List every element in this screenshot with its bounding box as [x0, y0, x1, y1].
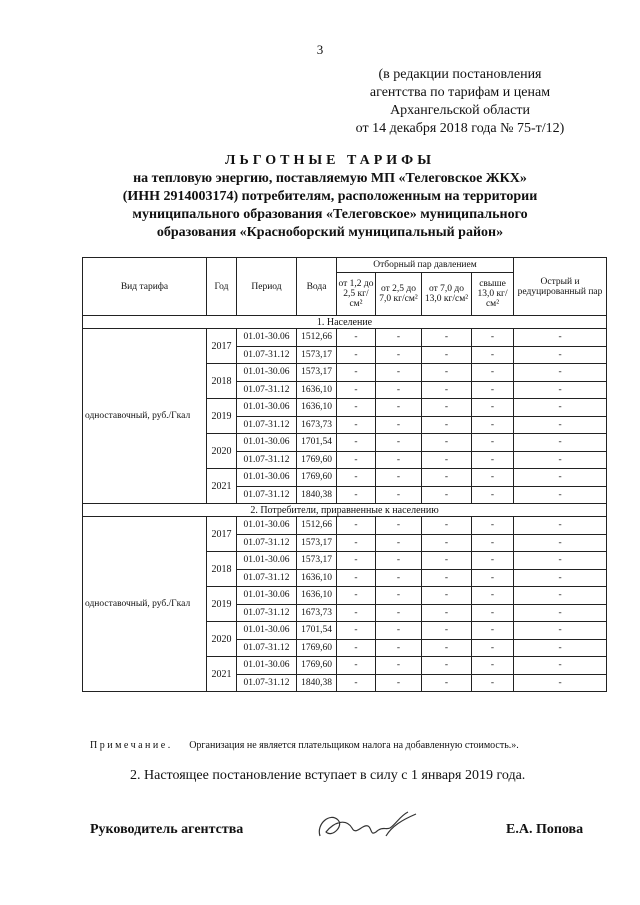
period-cell: 01.07-31.12 — [237, 451, 297, 469]
empty-tariff-cell: - — [376, 552, 422, 570]
empty-tariff-cell: - — [472, 469, 514, 487]
empty-tariff-cell: - — [376, 399, 422, 417]
empty-tariff-cell: - — [337, 434, 376, 452]
empty-tariff-cell: - — [514, 329, 607, 347]
period-cell: 01.01-30.06 — [237, 469, 297, 487]
empty-tariff-cell: - — [337, 399, 376, 417]
empty-tariff-cell: - — [422, 534, 472, 552]
empty-tariff-cell: - — [376, 534, 422, 552]
water-tariff-cell: 1512,66 — [297, 517, 337, 535]
period-cell: 01.07-31.12 — [237, 534, 297, 552]
water-tariff-cell: 1636,10 — [297, 381, 337, 399]
water-tariff-cell: 1840,38 — [297, 486, 337, 504]
edition-line: от 14 декабря 2018 года № 75-т/12) — [355, 121, 565, 136]
year-cell: 2017 — [207, 517, 237, 552]
period-cell: 01.01-30.06 — [237, 434, 297, 452]
empty-tariff-cell: - — [376, 469, 422, 487]
empty-tariff-cell: - — [337, 534, 376, 552]
handwritten-signature — [312, 806, 422, 846]
empty-tariff-cell: - — [376, 416, 422, 434]
empty-tariff-cell: - — [376, 364, 422, 382]
empty-tariff-cell: - — [472, 329, 514, 347]
period-cell: 01.07-31.12 — [237, 569, 297, 587]
empty-tariff-cell: - — [514, 657, 607, 675]
page-number: 3 — [316, 42, 324, 57]
empty-tariff-cell: - — [514, 469, 607, 487]
water-tariff-cell: 1573,17 — [297, 364, 337, 382]
period-cell: 01.07-31.12 — [237, 416, 297, 434]
header-steam-2: от 2,5 до 7,0 кг/см² — [376, 273, 422, 316]
empty-tariff-cell: - — [422, 517, 472, 535]
tariff-kind-cell: одноставочный, руб./Гкал — [83, 329, 207, 504]
empty-tariff-cell: - — [514, 416, 607, 434]
empty-tariff-cell: - — [514, 534, 607, 552]
empty-tariff-cell: - — [376, 657, 422, 675]
period-cell: 01.01-30.06 — [237, 657, 297, 675]
empty-tariff-cell: - — [337, 552, 376, 570]
empty-tariff-cell: - — [422, 381, 472, 399]
empty-tariff-cell: - — [472, 569, 514, 587]
empty-tariff-cell: - — [337, 517, 376, 535]
water-tariff-cell: 1769,60 — [297, 469, 337, 487]
header-kind: Вид тарифа — [83, 258, 207, 316]
empty-tariff-cell: - — [376, 604, 422, 622]
empty-tariff-cell: - — [514, 587, 607, 605]
empty-tariff-cell: - — [422, 639, 472, 657]
note-text: Организация не является плательщиком налога на добавленную стоимость.». — [189, 740, 519, 751]
water-tariff-cell: 1573,17 — [297, 552, 337, 570]
empty-tariff-cell: - — [472, 364, 514, 382]
empty-tariff-cell: - — [472, 416, 514, 434]
empty-tariff-cell: - — [337, 364, 376, 382]
period-cell: 01.07-31.12 — [237, 486, 297, 504]
period-cell: 01.01-30.06 — [237, 364, 297, 382]
empty-tariff-cell: - — [514, 434, 607, 452]
empty-tariff-cell: - — [337, 451, 376, 469]
empty-tariff-cell: - — [376, 569, 422, 587]
tariff-table — [82, 257, 607, 692]
empty-tariff-cell: - — [337, 346, 376, 364]
section-title: 2. Потребители, приравненные к населению — [83, 504, 607, 517]
empty-tariff-cell: - — [472, 434, 514, 452]
empty-tariff-cell: - — [376, 674, 422, 692]
period-cell: 01.07-31.12 — [237, 674, 297, 692]
water-tariff-cell: 1769,60 — [297, 657, 337, 675]
empty-tariff-cell: - — [337, 486, 376, 504]
water-tariff-cell: 1840,38 — [297, 674, 337, 692]
period-cell: 01.01-30.06 — [237, 399, 297, 417]
empty-tariff-cell: - — [514, 346, 607, 364]
water-tariff-cell: 1769,60 — [297, 451, 337, 469]
empty-tariff-cell: - — [472, 657, 514, 675]
empty-tariff-cell: - — [422, 469, 472, 487]
title-heading: ЛЬГОТНЫЕ ТАРИФЫ — [225, 153, 435, 168]
year-cell: 2021 — [207, 469, 237, 504]
year-cell: 2018 — [207, 552, 237, 587]
empty-tariff-cell: - — [472, 604, 514, 622]
title-line: образования «Красноборский муниципальный район» — [156, 225, 504, 240]
empty-tariff-cell: - — [472, 486, 514, 504]
period-cell: 01.07-31.12 — [237, 346, 297, 364]
year-cell: 2021 — [207, 657, 237, 692]
water-tariff-cell: 1512,66 — [297, 329, 337, 347]
empty-tariff-cell: - — [422, 346, 472, 364]
empty-tariff-cell: - — [422, 416, 472, 434]
empty-tariff-cell: - — [472, 622, 514, 640]
empty-tariff-cell: - — [337, 469, 376, 487]
header-water: Вода — [297, 258, 337, 316]
empty-tariff-cell: - — [422, 657, 472, 675]
empty-tariff-cell: - — [514, 381, 607, 399]
empty-tariff-cell: - — [376, 329, 422, 347]
empty-tariff-cell: - — [422, 399, 472, 417]
year-cell: 2020 — [207, 434, 237, 469]
water-tariff-cell: 1701,54 — [297, 622, 337, 640]
water-tariff-cell: 1573,17 — [297, 346, 337, 364]
section-row — [83, 504, 607, 517]
empty-tariff-cell: - — [376, 486, 422, 504]
empty-tariff-cell: - — [376, 639, 422, 657]
header-period: Период — [237, 258, 297, 316]
edition-line: (в редакции постановления — [378, 67, 542, 82]
empty-tariff-cell: - — [376, 346, 422, 364]
empty-tariff-cell: - — [422, 329, 472, 347]
year-cell: 2019 — [207, 587, 237, 622]
period-cell: 01.07-31.12 — [237, 639, 297, 657]
header-year: Год — [207, 258, 237, 316]
empty-tariff-cell: - — [472, 517, 514, 535]
period-cell: 01.01-30.06 — [237, 587, 297, 605]
empty-tariff-cell: - — [337, 657, 376, 675]
edition-line: Архангельской области — [390, 103, 530, 118]
water-tariff-cell: 1636,10 — [297, 587, 337, 605]
empty-tariff-cell: - — [422, 674, 472, 692]
water-tariff-cell: 1673,73 — [297, 604, 337, 622]
empty-tariff-cell: - — [422, 451, 472, 469]
empty-tariff-cell: - — [422, 622, 472, 640]
edition-line: агентства по тарифам и ценам — [369, 85, 551, 100]
empty-tariff-cell: - — [472, 534, 514, 552]
title-line: муниципального образования «Телеговское» муниципального — [132, 207, 528, 222]
water-tariff-cell: 1701,54 — [297, 434, 337, 452]
empty-tariff-cell: - — [472, 639, 514, 657]
title-line: на тепловую энергию, поставляемую МП «Телеговское ЖКХ» — [133, 171, 527, 186]
period-cell: 01.01-30.06 — [237, 517, 297, 535]
table-row — [83, 517, 607, 535]
empty-tariff-cell: - — [422, 604, 472, 622]
empty-tariff-cell: - — [422, 552, 472, 570]
section-title: 1. Население — [83, 316, 607, 329]
empty-tariff-cell: - — [514, 604, 607, 622]
water-tariff-cell: 1673,73 — [297, 416, 337, 434]
section-row — [83, 316, 607, 329]
tariff-kind-cell: одноставочный, руб./Гкал — [83, 517, 207, 692]
empty-tariff-cell: - — [337, 329, 376, 347]
empty-tariff-cell: - — [337, 639, 376, 657]
empty-tariff-cell: - — [472, 552, 514, 570]
empty-tariff-cell: - — [472, 399, 514, 417]
empty-tariff-cell: - — [337, 381, 376, 399]
signer-position: Руководитель агентства — [90, 822, 244, 837]
period-cell: 01.01-30.06 — [237, 622, 297, 640]
water-tariff-cell: 1573,17 — [297, 534, 337, 552]
period-cell: 01.01-30.06 — [237, 329, 297, 347]
table-row — [83, 329, 607, 347]
empty-tariff-cell: - — [376, 622, 422, 640]
title-line: (ИНН 2914003174) потребителям, расположенным на территории — [122, 189, 538, 204]
empty-tariff-cell: - — [472, 451, 514, 469]
empty-tariff-cell: - — [376, 381, 422, 399]
empty-tariff-cell: - — [337, 622, 376, 640]
empty-tariff-cell: - — [472, 381, 514, 399]
header-steam-group: Отборный пар давлением — [337, 258, 514, 273]
signer-name: Е.А. Попова — [506, 822, 584, 837]
year-cell: 2017 — [207, 329, 237, 364]
year-cell: 2019 — [207, 399, 237, 434]
header-steam-3: от 7,0 до 13,0 кг/см² — [422, 273, 472, 316]
header-sharp-steam: Острый и редуцированный пар — [514, 258, 607, 316]
empty-tariff-cell: - — [472, 346, 514, 364]
effective-date-paragraph: 2. Настоящее постановление вступает в силу с 1 января 2019 года. — [130, 768, 526, 783]
year-cell: 2020 — [207, 622, 237, 657]
empty-tariff-cell: - — [337, 416, 376, 434]
note — [90, 740, 630, 751]
empty-tariff-cell: - — [514, 552, 607, 570]
empty-tariff-cell: - — [514, 451, 607, 469]
year-cell: 2018 — [207, 364, 237, 399]
empty-tariff-cell: - — [422, 587, 472, 605]
empty-tariff-cell: - — [472, 674, 514, 692]
empty-tariff-cell: - — [337, 587, 376, 605]
empty-tariff-cell: - — [422, 364, 472, 382]
empty-tariff-cell: - — [376, 434, 422, 452]
empty-tariff-cell: - — [514, 674, 607, 692]
empty-tariff-cell: - — [376, 451, 422, 469]
empty-tariff-cell: - — [376, 587, 422, 605]
empty-tariff-cell: - — [514, 399, 607, 417]
empty-tariff-cell: - — [514, 517, 607, 535]
period-cell: 01.07-31.12 — [237, 381, 297, 399]
edition-note — [330, 66, 590, 138]
header-steam-4: свыше 13,0 кг/см² — [472, 273, 514, 316]
note-label: Примечание. — [90, 740, 173, 751]
empty-tariff-cell: - — [337, 569, 376, 587]
empty-tariff-cell: - — [422, 486, 472, 504]
empty-tariff-cell: - — [422, 434, 472, 452]
water-tariff-cell: 1769,60 — [297, 639, 337, 657]
empty-tariff-cell: - — [337, 674, 376, 692]
period-cell: 01.07-31.12 — [237, 604, 297, 622]
period-cell: 01.01-30.06 — [237, 552, 297, 570]
empty-tariff-cell: - — [514, 622, 607, 640]
empty-tariff-cell: - — [514, 364, 607, 382]
empty-tariff-cell: - — [422, 569, 472, 587]
header-steam-1: от 1,2 до 2,5 кг/см² — [337, 273, 376, 316]
document-title — [100, 152, 560, 242]
empty-tariff-cell: - — [337, 604, 376, 622]
empty-tariff-cell: - — [514, 486, 607, 504]
empty-tariff-cell: - — [514, 639, 607, 657]
empty-tariff-cell: - — [514, 569, 607, 587]
water-tariff-cell: 1636,10 — [297, 399, 337, 417]
empty-tariff-cell: - — [472, 587, 514, 605]
water-tariff-cell: 1636,10 — [297, 569, 337, 587]
empty-tariff-cell: - — [376, 517, 422, 535]
